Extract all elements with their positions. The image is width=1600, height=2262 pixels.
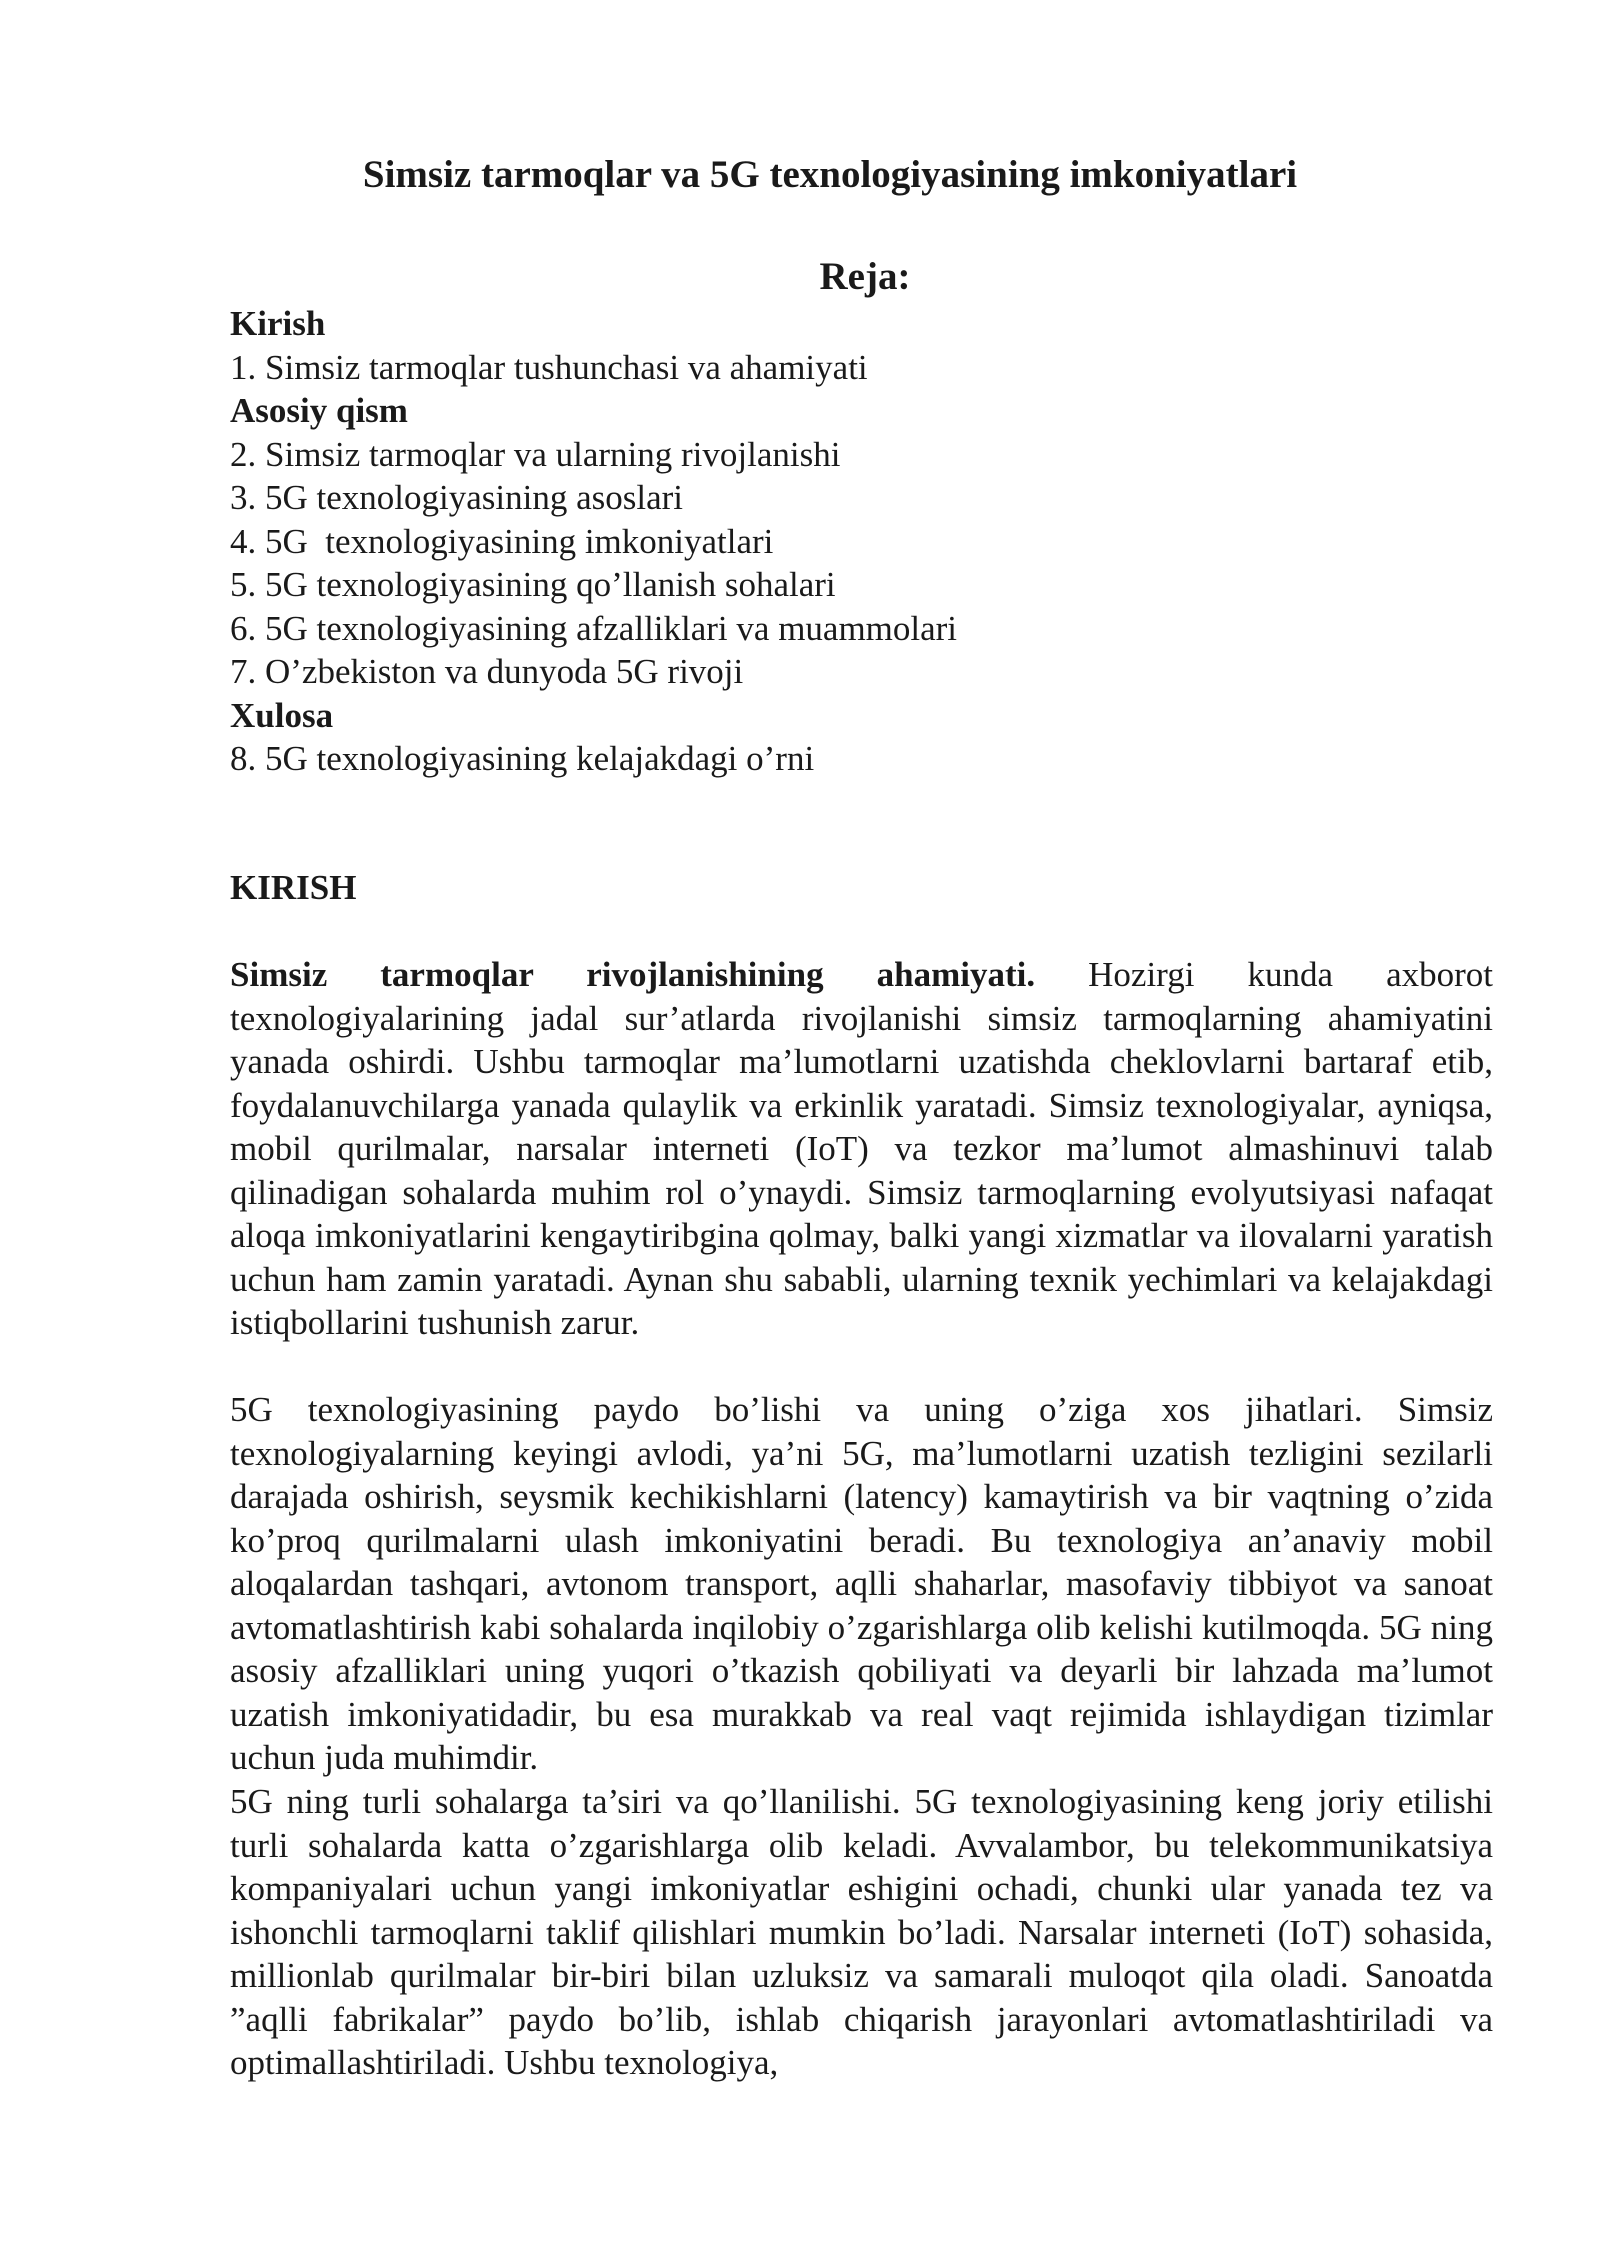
document-title: Simsiz tarmoqlar va 5G texnologiyasining imkoniyatlari — [362, 153, 1298, 196]
plan-item: 3. 5G texnologiyasining asoslari — [230, 478, 684, 517]
intro-heading: KIRISH — [230, 868, 357, 907]
plan-section: Kirish — [230, 304, 326, 343]
paragraph — [230, 1388, 1493, 1780]
plan-section: Asosiy qism — [230, 391, 408, 430]
plan-item: 8. 5G texnologiyasining kelajakdagi o’rni — [230, 739, 815, 778]
paragraph-lead: Simsiz tarmoqlar rivojlanishining ahamiyati. — [230, 955, 1036, 994]
plan-item: 7. O’zbekiston va dunyoda 5G rivoji — [230, 652, 744, 691]
plan-section: Xulosa — [230, 695, 334, 735]
plan-item: 4. 5G texnologiyasining imkoniyatlari — [230, 521, 774, 561]
plan-item: 1. Simsiz tarmoqlar tushunchasi va ahamiyati — [230, 347, 868, 387]
paragraph — [230, 953, 1493, 1345]
paragraph-text: 5G texnologiyasining paydo bo’lishi va uning o’ziga xos jihatlari. Simsiz texnologiyalarning keyingi avlodi, ya’ni 5G, ma’lumotlarni uzatish tezligini sezilarli darajada oshirish, seysmik kechikishlarni (latency) kamaytirish va bir vaqtning o’zida ko’proq qurilmalarni ulash imkoniyatini beradi. Bu texnologiya an’anaviy mobil aloqalardan tashqari, avtonom transport, aqlli shaharlar, masofaviy tibbiyot va sanoat avtomatlashtirish kabi sohalarda inqilobiy o’zgarishlarga olib kelishi kutilmoqda. 5G ning asosiy afzalliklari uning yuqori o’tkazish qobiliyati va deyarli bir lahzada ma’lumot uzatish imkoniyatidadir, bu esa murakkab va real vaqt rejimida ishlaydigan tizimlar uchun juda muhimdir. — [230, 1390, 1493, 1777]
plan-item: 2. Simsiz tarmoqlar va ularning rivojlanishi — [230, 434, 841, 474]
paragraph — [230, 1780, 1493, 2085]
plan-list — [230, 302, 1490, 781]
plan-item: 5. 5G texnologiyasining qo’llanish sohalari — [230, 565, 836, 604]
plan-heading: Reja: — [819, 255, 911, 298]
paragraph-text: Hozirgi kunda axborot texnologiyalarining jadal sur’atlarda rivojlanishi simsiz tarmoqlarning ahamiyatini yanada oshirdi. Ushbu tarmoqlar ma’lumotlarni uzatishda cheklovlarni bartaraf etib, foydalanuvchilarga yanada qulaylik va erkinlik yaratadi. Simsiz texnologiyalar, ayniqsa, mobil qurilmalar, narsalar interneti (IoT) va tezkor ma’lumot almashinuvi talab qilinadigan sohalarda muhim rol o’ynaydi. Simsiz tarmoqlarning evolyutsiyasi nafaqat aloqa imkoniyatlarini kengaytiribgina qolmay, balki yangi xizmatlar va ilovalarni yaratish uchun ham zamin yaratadi. Aynan shu sababli, ularning texnik yechimlari va kelajakdagi istiqbollarini tushunish zarur. — [230, 955, 1493, 1342]
paragraph-text: 5G ning turli sohalarga ta’siri va qo’llanilishi. 5G texnologiyasining keng joriy etilishi turli sohalarda katta o’zgarishlarga olib keladi. Avvalambor, bu telekommunikatsiya kompaniyalari uchun yangi imkoniyatlar eshigini ochadi, chunki ular yanada tez va ishonchli tarmoqlarni taklif qilishlari mumkin bo’ladi. Narsalar interneti (IoT) sohasida, millionlab qurilmalar bir-biri bilan uzluksiz va samarali muloqot qila oladi. Sanoatda ”aqlli fabrikalar” paydo bo’lib, ishlab chiqarish jarayonlari avtomatlashtiriladi va optimallashtiriladi. Ushbu texnologiya, — [230, 1782, 1493, 2082]
plan-item: 6. 5G texnologiyasining afzalliklari va muammolari — [230, 608, 958, 648]
